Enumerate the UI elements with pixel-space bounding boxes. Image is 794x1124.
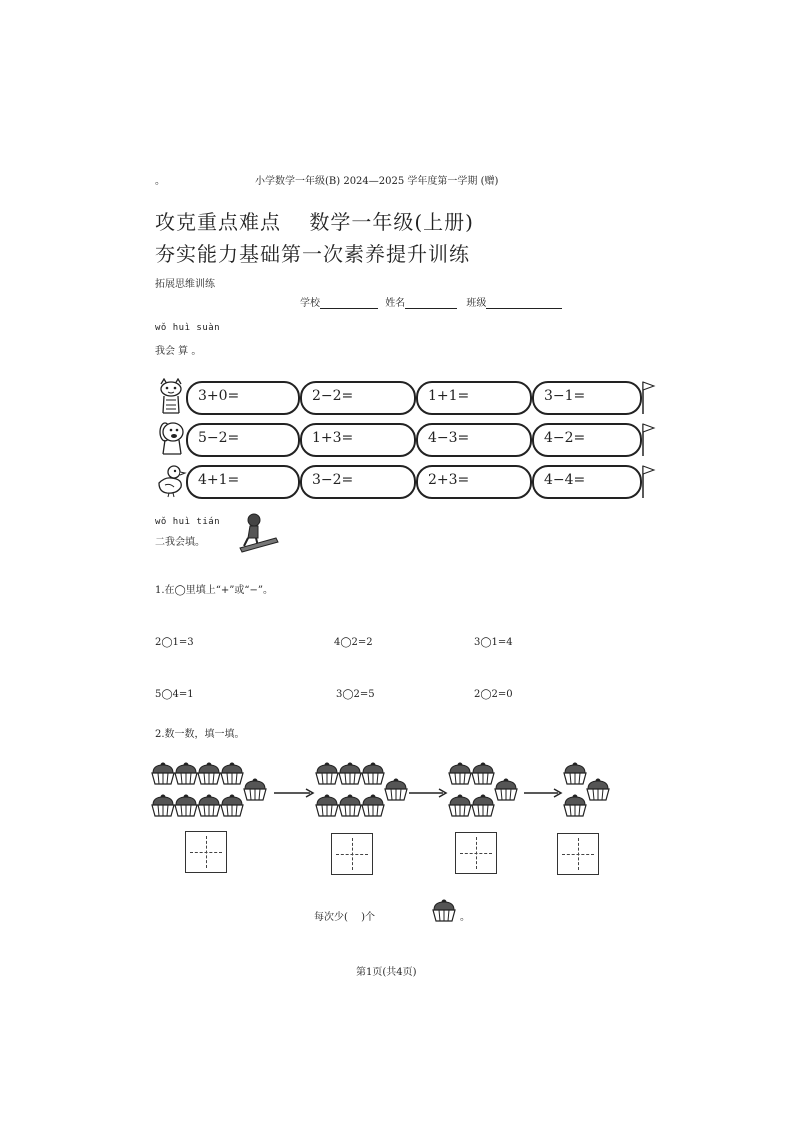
flag-icon <box>640 380 660 416</box>
answer-box-1[interactable] <box>185 831 227 873</box>
section1-pinyin: wǒ huì suàn <box>155 323 221 333</box>
equation-1[interactable]: 2◯1=3 <box>155 637 194 648</box>
calc-item[interactable]: 3−1= <box>532 381 642 415</box>
dog-icon <box>155 420 187 456</box>
name-blank[interactable] <box>405 298 457 309</box>
equation-2[interactable]: 4◯2=2 <box>334 637 373 648</box>
calc-item[interactable]: 2−2= <box>300 381 416 415</box>
child-writing-icon <box>236 512 282 554</box>
subtitle: 拓展思维训练 <box>155 279 215 290</box>
calc-item[interactable]: 1+3= <box>300 423 416 457</box>
answer-box-4[interactable] <box>557 833 599 875</box>
cupcake-sequence <box>150 758 620 828</box>
cupcake-group-7 <box>316 763 407 817</box>
school-blank[interactable] <box>320 298 378 309</box>
student-info <box>300 294 562 309</box>
school-label: 学校 <box>300 298 320 309</box>
equation-6[interactable]: 2◯2=0 <box>474 689 513 700</box>
class-blank[interactable] <box>486 298 562 309</box>
arrow-icon <box>409 789 446 797</box>
calc-item[interactable]: 3−2= <box>300 465 416 499</box>
section2-pinyin: wǒ huì tián <box>155 517 221 527</box>
header-mark: 。 <box>155 176 165 187</box>
calc-item[interactable]: 1+1= <box>416 381 532 415</box>
cupcake-group-9 <box>152 763 266 817</box>
calc-item[interactable]: 5−2= <box>186 423 300 457</box>
answer-box-2[interactable] <box>331 833 373 875</box>
flag-icon <box>640 464 660 500</box>
cat-icon <box>155 378 187 416</box>
flag-icon <box>640 422 660 458</box>
name-label: 姓名 <box>385 298 406 309</box>
cupcake-icon <box>432 897 456 923</box>
cupcake-group-5 <box>449 763 517 817</box>
page-footer: 第1页(共4页) <box>356 967 417 978</box>
calc-row-1 <box>186 381 642 413</box>
equation-5[interactable]: 3◯2=5 <box>336 689 375 700</box>
arrow-icon <box>274 789 313 797</box>
calc-item[interactable]: 4−3= <box>416 423 532 457</box>
equation-4[interactable]: 5◯4=1 <box>155 689 194 700</box>
calc-item[interactable]: 4+1= <box>186 465 300 499</box>
q1-prompt: 1.在◯里填上“+”或“−”。 <box>155 585 273 596</box>
section1-heading: 我会 算 。 <box>155 346 202 357</box>
calc-item[interactable]: 4−4= <box>532 465 642 499</box>
duck-icon <box>155 463 187 499</box>
section2-heading: 二我会填。 <box>155 537 205 548</box>
calc-item[interactable]: 3+0= <box>186 381 300 415</box>
calc-row-3 <box>186 465 642 497</box>
q2-prompt: 2.数一数，填一填。 <box>155 729 245 740</box>
header-text: 小学数学一年级(B) 2024—2025 学年度第一学期 (赠) <box>255 176 499 187</box>
answer-box-3[interactable] <box>455 832 497 874</box>
calc-row-2 <box>186 423 642 455</box>
q2-sentence-after: 。 <box>460 912 470 923</box>
title-line-1: 攻克重点难点 数学一年级(上册) <box>155 210 474 234</box>
title-line-2: 夯实能力基础第一次素养提升训练 <box>155 242 470 266</box>
calc-item[interactable]: 2+3= <box>416 465 532 499</box>
class-label: 班级 <box>466 298 487 309</box>
equation-3[interactable]: 3◯1=4 <box>474 637 513 648</box>
cupcake-group-3 <box>564 763 609 817</box>
arrow-icon <box>524 789 561 797</box>
q2-sentence-before: 每次少( )个 <box>314 912 375 923</box>
calc-item[interactable]: 4−2= <box>532 423 642 457</box>
